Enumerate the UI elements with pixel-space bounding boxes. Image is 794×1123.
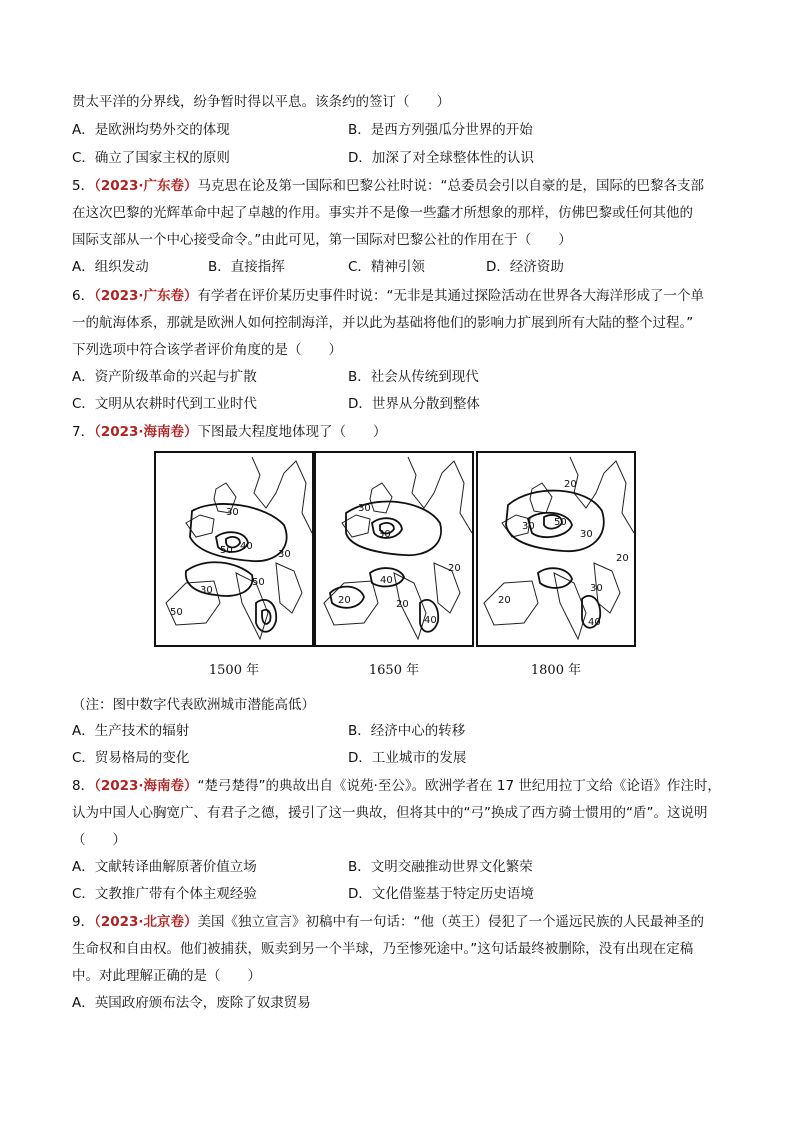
q9-line-1 <box>72 912 704 932</box>
q4-options-row2 <box>72 148 732 168</box>
map1-label-6: 50 <box>252 577 265 588</box>
map1-label-1: 30 <box>226 507 239 518</box>
q5-options <box>72 257 732 277</box>
q6-line-1 <box>72 286 704 306</box>
q7-options-row1 <box>72 721 732 741</box>
q5-number: 5． <box>72 178 95 194</box>
q9-options <box>72 993 732 1013</box>
map3-label-2: 30 <box>522 521 535 532</box>
q5-line-2: 在这次巴黎的光辉革命中起了卓越的作用。事实并不是像一些蠢才所想象的那样，仿佛巴黎或任何其他的 <box>72 205 693 221</box>
q4-option-a[interactable]: A．是欧洲均势外交的体现 <box>72 122 230 138</box>
q8-option-d[interactable]: D．文化借鉴基于特定历史语境 <box>348 886 534 902</box>
map1-label-7: 50 <box>170 607 183 618</box>
q5-option-d[interactable]: D．经济资助 <box>486 259 564 275</box>
q5-text-1: 马克思在论及第一国际和巴黎公社时说：“总委员会引以自豪的是，国际的巴黎各支部 <box>197 178 705 194</box>
q8-options-row1 <box>72 857 732 877</box>
q7-options-row2 <box>72 748 732 768</box>
q6-option-c[interactable]: C．文明从农耕时代到工业时代 <box>72 396 257 412</box>
q7-note: （注：图中数字代表欧洲城市潜能高低） <box>72 697 315 713</box>
q7-map-1650 <box>314 451 474 647</box>
q7-caption-1500: 1500 年 <box>208 663 260 678</box>
q4-option-d[interactable]: D．加深了对全球整体性的认识 <box>348 150 534 166</box>
q8-option-a[interactable]: A．文献转译曲解原著价值立场 <box>72 859 257 875</box>
q6-options-row2 <box>72 394 732 414</box>
q9-number: 9． <box>72 914 95 930</box>
q7-maps-figure <box>154 451 638 681</box>
map2-label-4: 20 <box>338 595 351 606</box>
map2-label-3: 20 <box>448 563 461 574</box>
q6-option-a[interactable]: A．资产阶级革命的兴起与扩散 <box>72 369 257 385</box>
map2-label-5: 40 <box>380 575 393 586</box>
q4-options-row1 <box>72 120 732 140</box>
q5-source: （2023·广东卷） <box>94 178 198 194</box>
q6-line-3: 下列选项中符合该学者评价角度的是（ ） <box>72 342 342 358</box>
map1-label-2: 50 <box>220 545 233 556</box>
map2-label-7: 40 <box>424 615 437 626</box>
q5-option-b[interactable]: B．直接指挥 <box>208 259 285 275</box>
q9-text-1: 美国《独立宣言》初稿中有一句话：“他（英王）侵犯了一个遥远民族的人民最神圣的 <box>197 914 705 930</box>
q6-source: （2023·广东卷） <box>94 288 198 304</box>
q9-source: （2023·北京卷） <box>94 914 198 930</box>
map2-label-2: 30 <box>378 529 391 540</box>
q7-map-1500 <box>154 451 314 647</box>
q7-option-d[interactable]: D．工业城市的发展 <box>348 750 467 766</box>
q8-source: （2023·海南卷） <box>94 778 198 794</box>
q7-line-1 <box>72 422 387 442</box>
europe-map-1800 <box>478 453 634 645</box>
map3-label-4: 30 <box>580 529 593 540</box>
q6-text-1: 有学者在评价某历史事件时说：“无非是其通过探险活动在世界各大海洋形成了一个单 <box>197 288 705 304</box>
map3-label-7: 30 <box>590 583 603 594</box>
q6-option-b[interactable]: B．社会从传统到现代 <box>348 369 479 385</box>
map3-label-5: 20 <box>498 595 511 606</box>
q6-options-row1 <box>72 367 732 387</box>
q7-map-1800 <box>476 451 636 647</box>
q4-option-b[interactable]: B．是西方列强瓜分世界的开始 <box>348 122 533 138</box>
q5-option-c[interactable]: C．精神引领 <box>348 259 425 275</box>
q7-option-b[interactable]: B．经济中心的转移 <box>348 723 466 739</box>
q8-text-1: “楚弓楚得”的典故出自《说苑·至公》。欧洲学者在 17 世纪用拉丁文给《论语》作注时， <box>197 778 721 794</box>
q9-line-3: 中。对此理解正确的是（ ） <box>72 968 261 984</box>
europe-map-1500 <box>156 453 312 645</box>
q7-option-a[interactable]: A．生产技术的辐射 <box>72 723 190 739</box>
map1-label-4: 30 <box>278 549 291 560</box>
q8-number: 8． <box>72 778 95 794</box>
q7-stem: 下图最大程度地体现了（ ） <box>197 424 387 440</box>
map3-label-6: 20 <box>616 553 629 564</box>
q8-options-row2 <box>72 884 732 904</box>
q8-option-c[interactable]: C．文教推广带有个体主观经验 <box>72 886 257 902</box>
map3-label-3: 50 <box>554 517 567 528</box>
map2-label-1: 30 <box>358 503 371 514</box>
q8-line-1 <box>72 776 721 796</box>
q5-option-a[interactable]: A．组织发动 <box>72 259 149 275</box>
q5-line-1 <box>72 176 704 196</box>
map2-label-6: 20 <box>396 599 409 610</box>
q4-stem-tail: 贯太平洋的分界线，纷争暂时得以平息。该条约的签订（ ） <box>72 94 450 110</box>
q8-option-b[interactable]: B．文明交融推动世界文化繁荣 <box>348 859 533 875</box>
q9-line-2: 生命权和自由权。他们被捕获，贩卖到另一个半球，乃至惨死途中。”这句话最终被删除，没有出现在定稿 <box>72 941 694 957</box>
q7-option-c[interactable]: C．贸易格局的变化 <box>72 750 190 766</box>
q6-number: 6． <box>72 288 95 304</box>
q7-caption-1800: 1800 年 <box>530 663 582 678</box>
q8-line-3: （ ） <box>72 832 126 848</box>
europe-map-1650 <box>316 453 472 645</box>
q8-line-2: 认为中国人心胸宽广、有君子之德，援引了这一典故，但将其中的“弓”换成了西方骑士惯用的“盾”。这说明 <box>72 805 708 821</box>
map3-label-1: 20 <box>564 479 577 490</box>
map1-label-5: 30 <box>200 585 213 596</box>
map3-label-8: 40 <box>588 617 601 628</box>
q7-number: 7． <box>72 424 95 440</box>
q7-caption-1650: 1650 年 <box>368 663 420 678</box>
q5-line-3: 国际支部从一个中心接受命令。”由此可见，第一国际对巴黎公社的作用在于（ ） <box>72 232 572 248</box>
q9-option-a[interactable]: A．英国政府颁布法令，废除了奴隶贸易 <box>72 995 311 1011</box>
q7-source: （2023·海南卷） <box>94 424 198 440</box>
q6-line-2: 一的航海体系，那就是欧洲人如何控制海洋，并以此为基础将他们的影响力扩展到所有大陆的整个过程。” <box>72 315 694 331</box>
q6-option-d[interactable]: D．世界从分散到整体 <box>348 396 480 412</box>
map1-label-3: 40 <box>240 541 253 552</box>
q4-option-c[interactable]: C．确立了国家主权的原则 <box>72 150 230 166</box>
